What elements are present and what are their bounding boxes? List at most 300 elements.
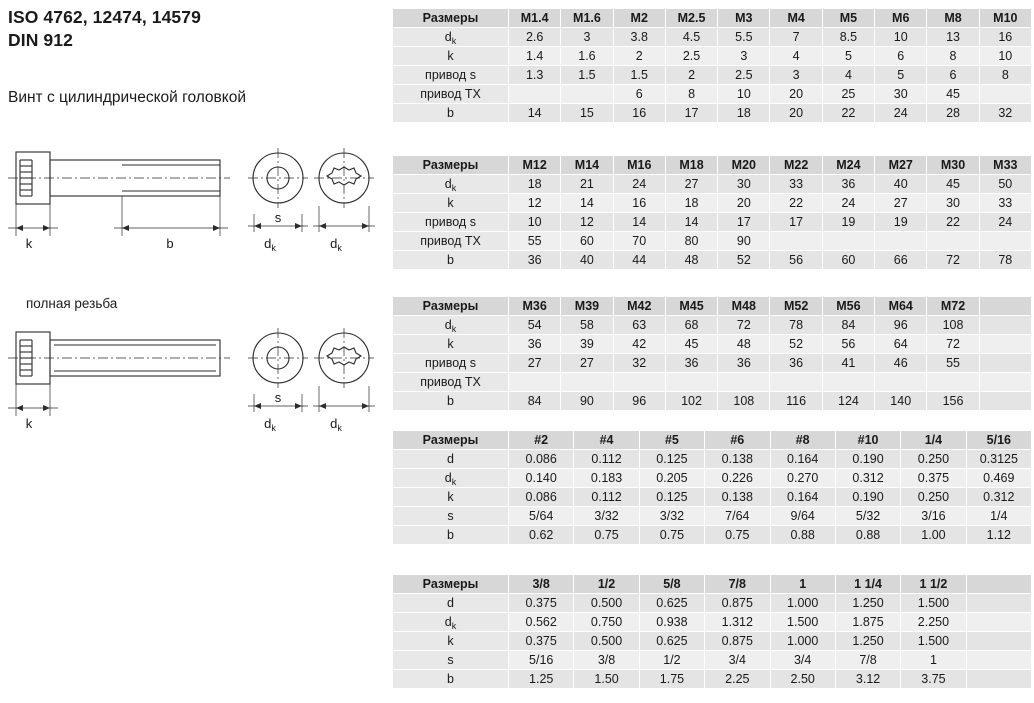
table-cell: 2.50 (770, 670, 835, 689)
table-column-header: M24 (822, 156, 874, 175)
table-cell: 0.875 (705, 632, 770, 651)
table-cell: 72 (718, 316, 770, 335)
table-cell: 40 (561, 251, 613, 270)
table-cell: 45 (927, 175, 979, 194)
table-cell: 24 (875, 104, 927, 123)
table-cell: 0.88 (770, 526, 835, 545)
table-cell: 50 (979, 175, 1031, 194)
table-cell: 4 (822, 66, 874, 85)
table-cell: 56 (822, 335, 874, 354)
table-row (393, 632, 1032, 651)
table-cell: 22 (822, 104, 874, 123)
table-row-label: $d_k$ (393, 316, 509, 335)
table-cell: 3/4 (770, 651, 835, 670)
table-cell: 1.6 (561, 47, 613, 66)
table-cell: 2.25 (705, 670, 770, 689)
table-row-label: b (393, 526, 509, 545)
table-column-header: 3/8 (509, 575, 574, 594)
table-cell: 42 (613, 335, 665, 354)
table-row-label: привод TX (393, 85, 509, 104)
table-cell: 10 (718, 85, 770, 104)
table-cell: 17 (770, 213, 822, 232)
table-column-header: M18 (665, 156, 717, 175)
table-row (393, 104, 1032, 123)
table-column-header: 1 1/4 (835, 575, 900, 594)
table-cell: 40 (875, 175, 927, 194)
table-cell: 36 (822, 175, 874, 194)
table-row (393, 66, 1032, 85)
table-header-row (393, 297, 1032, 316)
table-cell: 55 (927, 354, 979, 373)
table-cell: 58 (561, 316, 613, 335)
table-cell: 3/8 (574, 651, 639, 670)
table-cell: 8 (979, 66, 1031, 85)
drawing-label-dk-1: $d_k$ (264, 236, 276, 253)
table-row (393, 651, 1032, 670)
table-cell: 0.625 (639, 594, 704, 613)
table-cell: 5/64 (509, 507, 574, 526)
table-cell: 0.312 (835, 469, 900, 488)
table-cell: 5.5 (718, 28, 770, 47)
table-cell: 0.375 (509, 594, 574, 613)
table-cell: 55 (509, 232, 561, 251)
table-cell: 1.000 (770, 632, 835, 651)
table-cell (979, 373, 1031, 392)
table-cell: 18 (665, 194, 717, 213)
table-cell (966, 594, 1031, 613)
table-row (393, 232, 1032, 251)
table-column-header: M2 (613, 9, 665, 28)
table-column-header: #8 (770, 431, 835, 450)
table-cell: 90 (718, 232, 770, 251)
table-cell: 36 (509, 335, 561, 354)
table-cell: 96 (613, 392, 665, 411)
table-cell: 18 (509, 175, 561, 194)
table-row-label: привод TX (393, 373, 509, 392)
table-row (393, 392, 1032, 411)
table-cell (979, 232, 1031, 251)
table-cell (966, 613, 1031, 632)
table-cell (966, 632, 1031, 651)
table-cell: 3.75 (901, 670, 966, 689)
table-cell: 102 (665, 392, 717, 411)
table-cell: 0.112 (574, 450, 639, 469)
table-row (393, 354, 1032, 373)
table-cell: 60 (822, 251, 874, 270)
drawing-label-k: k (25, 416, 33, 431)
table-row (393, 85, 1032, 104)
table-cell: 0.938 (639, 613, 704, 632)
table-cell: 14 (665, 213, 717, 232)
table-cell: 1/2 (639, 651, 704, 670)
table-cell: 12 (561, 213, 613, 232)
table-row-label: $d_k$ (393, 175, 509, 194)
table-cell: 20 (770, 104, 822, 123)
table-row-label: d (393, 450, 509, 469)
table-cell: 0.75 (705, 526, 770, 545)
table-cell: 1.500 (770, 613, 835, 632)
table-cell: 21 (561, 175, 613, 194)
table-cell: 1.5 (561, 66, 613, 85)
table-cell: 3/4 (705, 651, 770, 670)
table-cell: 156 (927, 392, 979, 411)
table-cell: 0.190 (835, 488, 900, 507)
table-cell: 0.375 (901, 469, 966, 488)
table-cell: 0.205 (639, 469, 704, 488)
table-cell: 36 (770, 354, 822, 373)
table-row (393, 28, 1032, 47)
table-cell (979, 335, 1031, 354)
table-cell: 45 (665, 335, 717, 354)
table-cell: 10 (509, 213, 561, 232)
dimension-table (392, 8, 1032, 123)
table-cell: 22 (927, 213, 979, 232)
table-cell: 16 (979, 28, 1031, 47)
table-cell: 52 (770, 335, 822, 354)
table-cell: 9/64 (770, 507, 835, 526)
table-cell: 0.226 (705, 469, 770, 488)
dimension-table (392, 296, 1032, 411)
table-row-label: b (393, 251, 509, 270)
table-cell: 90 (561, 392, 613, 411)
table-cell (927, 373, 979, 392)
table-column-header: M33 (979, 156, 1031, 175)
table-cell: 1.250 (835, 632, 900, 651)
drawing-label-dk-2: $d_k$ (330, 236, 342, 253)
table-cell: 28 (927, 104, 979, 123)
table-cell: 12 (509, 194, 561, 213)
table-row (393, 194, 1032, 213)
table-column-header: 1/2 (574, 575, 639, 594)
table-cell: 4 (770, 47, 822, 66)
table-column-header: M64 (875, 297, 927, 316)
table-cell: 1.5 (613, 66, 665, 85)
table-column-header: #10 (835, 431, 900, 450)
table-column-header: M56 (822, 297, 874, 316)
table-row-label: k (393, 488, 509, 507)
table-column-header: 1/4 (901, 431, 966, 450)
table-cell: 46 (875, 354, 927, 373)
table-cell: 0.164 (770, 488, 835, 507)
table-cell: 0.469 (966, 469, 1031, 488)
table-row-label: привод TX (393, 232, 509, 251)
table-cell (665, 373, 717, 392)
table-column-header: M39 (561, 297, 613, 316)
table-cell: 3.12 (835, 670, 900, 689)
table-column-header: #5 (639, 431, 704, 450)
table-cell: 84 (509, 392, 561, 411)
table-cell: 0.086 (509, 488, 574, 507)
table-cell: 84 (822, 316, 874, 335)
table-row-label: $d_k$ (393, 469, 509, 488)
table-cell (613, 373, 665, 392)
table-cell: 32 (613, 354, 665, 373)
table-column-header: M2.5 (665, 9, 717, 28)
table-column-header: M6 (875, 9, 927, 28)
table-cell (966, 651, 1031, 670)
page-subtitle: Винт с цилиндрической головкой (8, 89, 247, 106)
table-cell: 1.75 (639, 670, 704, 689)
table-cell: 1.500 (901, 632, 966, 651)
table-row (393, 526, 1032, 545)
table-cell: 7/8 (835, 651, 900, 670)
table-cell: 54 (509, 316, 561, 335)
table-column-header: M5 (822, 9, 874, 28)
table-column-header: M48 (718, 297, 770, 316)
table-column-header: M8 (927, 9, 979, 28)
drawing-label-k: k (25, 236, 33, 251)
table-cell: 2.5 (665, 47, 717, 66)
table-cell: 68 (665, 316, 717, 335)
table-row-label: s (393, 651, 509, 670)
table-row-label: d (393, 594, 509, 613)
table-cell: 1/4 (966, 507, 1031, 526)
table-cell: 2.250 (901, 613, 966, 632)
table-cell (770, 232, 822, 251)
table-cell: 0.183 (574, 469, 639, 488)
table-cell: 14 (613, 213, 665, 232)
table-column-header: #2 (509, 431, 574, 450)
table-cell: 0.625 (639, 632, 704, 651)
table-row (393, 469, 1032, 488)
table-header-label: Размеры (393, 9, 509, 28)
drawing-label-s: s (274, 390, 282, 405)
title-line-2: DIN 912 (8, 30, 73, 50)
table-cell: 24 (979, 213, 1031, 232)
table-header-row (393, 156, 1032, 175)
table-header-label: Размеры (393, 575, 509, 594)
table-cell: 0.750 (574, 613, 639, 632)
table-cell (822, 373, 874, 392)
table-cell: 27 (875, 194, 927, 213)
table-cell: 0.88 (835, 526, 900, 545)
table-cell: 45 (927, 85, 979, 104)
table-cell: 0.140 (509, 469, 574, 488)
table-cell: 0.125 (639, 488, 704, 507)
table-cell: 78 (770, 316, 822, 335)
table-cell: 8 (665, 85, 717, 104)
table-cell: 24 (822, 194, 874, 213)
table-cell: 19 (875, 213, 927, 232)
table-column-header: M20 (718, 156, 770, 175)
dimension-table (392, 430, 1032, 545)
table-cell: 14 (509, 104, 561, 123)
table-cell: 18 (718, 104, 770, 123)
table-cell: 7/64 (705, 507, 770, 526)
table-cell: 24 (613, 175, 665, 194)
table-cell: 19 (822, 213, 874, 232)
table-cell: 1.4 (509, 47, 561, 66)
table-cell: 0.312 (966, 488, 1031, 507)
table-cell: 48 (718, 335, 770, 354)
table-cell (927, 232, 979, 251)
table-cell: 3/16 (901, 507, 966, 526)
table-cell: 7 (770, 28, 822, 47)
table-cell: 140 (875, 392, 927, 411)
table-row (393, 613, 1032, 632)
table-cell: 5 (875, 66, 927, 85)
table-row (393, 213, 1032, 232)
dimension-table (392, 155, 1032, 270)
table-cell: 3/32 (639, 507, 704, 526)
table-cell (770, 373, 822, 392)
dimension-table (392, 574, 1032, 689)
table-cell: 15 (561, 104, 613, 123)
table-cell: 60 (561, 232, 613, 251)
table-cell: 16 (613, 104, 665, 123)
table-row-label: k (393, 47, 509, 66)
table-row (393, 670, 1032, 689)
table-column-header: M36 (509, 297, 561, 316)
drawing-label-b: b (166, 236, 174, 251)
table-cell: 1.250 (835, 594, 900, 613)
table-row-label: b (393, 670, 509, 689)
table-column-header: #6 (705, 431, 770, 450)
table-row-label: s (393, 507, 509, 526)
table-cell: 1.00 (901, 526, 966, 545)
table-header-label: Размеры (393, 297, 509, 316)
table-cell: 96 (875, 316, 927, 335)
drawing-label-s: s (274, 210, 282, 225)
table-row-label: привод s (393, 354, 509, 373)
table-row (393, 594, 1032, 613)
table-cell: 3 (561, 28, 613, 47)
table-cell: 108 (927, 316, 979, 335)
table-row (393, 175, 1032, 194)
table-cell: 30 (927, 194, 979, 213)
table-cell: 16 (613, 194, 665, 213)
drawing-label-dk-1: $d_k$ (264, 416, 276, 433)
table-row-label: k (393, 194, 509, 213)
table-cell: 0.3125 (966, 450, 1031, 469)
table-cell: 0.112 (574, 488, 639, 507)
table-cell: 116 (770, 392, 822, 411)
table-cell: 0.75 (574, 526, 639, 545)
table-cell: 63 (613, 316, 665, 335)
table-cell: 0.138 (705, 450, 770, 469)
table-cell: 17 (665, 104, 717, 123)
table-row-label: $d_k$ (393, 613, 509, 632)
table-row (393, 47, 1032, 66)
table-column-header: 7/8 (705, 575, 770, 594)
table-cell: 13 (927, 28, 979, 47)
table-cell: 52 (718, 251, 770, 270)
table-cell: 30 (875, 85, 927, 104)
table-row-label: k (393, 335, 509, 354)
table-cell: 66 (875, 251, 927, 270)
table-cell: 1.12 (966, 526, 1031, 545)
table-cell: 5 (822, 47, 874, 66)
table-header-label: Размеры (393, 156, 509, 175)
table-column-header: M42 (613, 297, 665, 316)
table-cell: 5/16 (509, 651, 574, 670)
table-column-header: M22 (770, 156, 822, 175)
table-column-header: M72 (927, 297, 979, 316)
table-cell: 0.190 (835, 450, 900, 469)
table-row-label: привод s (393, 66, 509, 85)
table-cell: 0.250 (901, 488, 966, 507)
table-column-header: M52 (770, 297, 822, 316)
table-column-header: 5/16 (966, 431, 1031, 450)
table-cell: 39 (561, 335, 613, 354)
table-header-row (393, 9, 1032, 28)
table-header-label: Размеры (393, 431, 509, 450)
table-row-label: k (393, 632, 509, 651)
table-row (393, 251, 1032, 270)
table-cell: 2.5 (718, 66, 770, 85)
table-cell: 3.8 (613, 28, 665, 47)
table-cell: 1.25 (509, 670, 574, 689)
table-cell: 1.500 (901, 594, 966, 613)
table-cell (875, 232, 927, 251)
table-cell: 2.6 (509, 28, 561, 47)
table-row-label: b (393, 392, 509, 411)
table-cell: 1.875 (835, 613, 900, 632)
table-cell: 78 (979, 251, 1031, 270)
table-cell: 27 (561, 354, 613, 373)
table-cell: 1.000 (770, 594, 835, 613)
table-cell: 124 (822, 392, 874, 411)
note-full-thread: полная резьба (26, 296, 118, 311)
table-column-header: M45 (665, 297, 717, 316)
table-column-header: M1.4 (509, 9, 561, 28)
table-cell (509, 373, 561, 392)
table-cell: 6 (875, 47, 927, 66)
table-column-header: M16 (613, 156, 665, 175)
table-cell: 20 (770, 85, 822, 104)
table-column-header (979, 297, 1031, 316)
table-column-header: M12 (509, 156, 561, 175)
table-cell: 36 (718, 354, 770, 373)
table-cell: 0.500 (574, 632, 639, 651)
table-cell: 41 (822, 354, 874, 373)
table-cell: 0.562 (509, 613, 574, 632)
table-cell (822, 232, 874, 251)
table-row (393, 373, 1032, 392)
table-row-label: привод s (393, 213, 509, 232)
table-column-header: M10 (979, 9, 1031, 28)
table-row (393, 507, 1032, 526)
table-cell: 2 (613, 47, 665, 66)
table-cell: 27 (509, 354, 561, 373)
table-header-row (393, 575, 1032, 594)
table-column-header: 1 1/2 (901, 575, 966, 594)
screw-drawing-full-thread (2, 320, 388, 450)
table-cell: 0.125 (639, 450, 704, 469)
table-cell: 0.250 (901, 450, 966, 469)
table-cell: 72 (927, 251, 979, 270)
table-cell: 1.312 (705, 613, 770, 632)
table-column-header: M30 (927, 156, 979, 175)
table-header-row (393, 431, 1032, 450)
table-cell: 72 (927, 335, 979, 354)
table-row (393, 335, 1032, 354)
table-row (393, 316, 1032, 335)
table-cell: 0.500 (574, 594, 639, 613)
table-cell: 6 (927, 66, 979, 85)
table-cell: 36 (665, 354, 717, 373)
table-row (393, 450, 1032, 469)
table-cell: 8.5 (822, 28, 874, 47)
table-column-header: #4 (574, 431, 639, 450)
table-cell: 32 (979, 104, 1031, 123)
left-column (0, 0, 388, 703)
table-column-header (966, 575, 1031, 594)
table-cell (979, 85, 1031, 104)
table-row-label: $d_k$ (393, 28, 509, 47)
table-cell: 108 (718, 392, 770, 411)
table-cell: 3/32 (574, 507, 639, 526)
